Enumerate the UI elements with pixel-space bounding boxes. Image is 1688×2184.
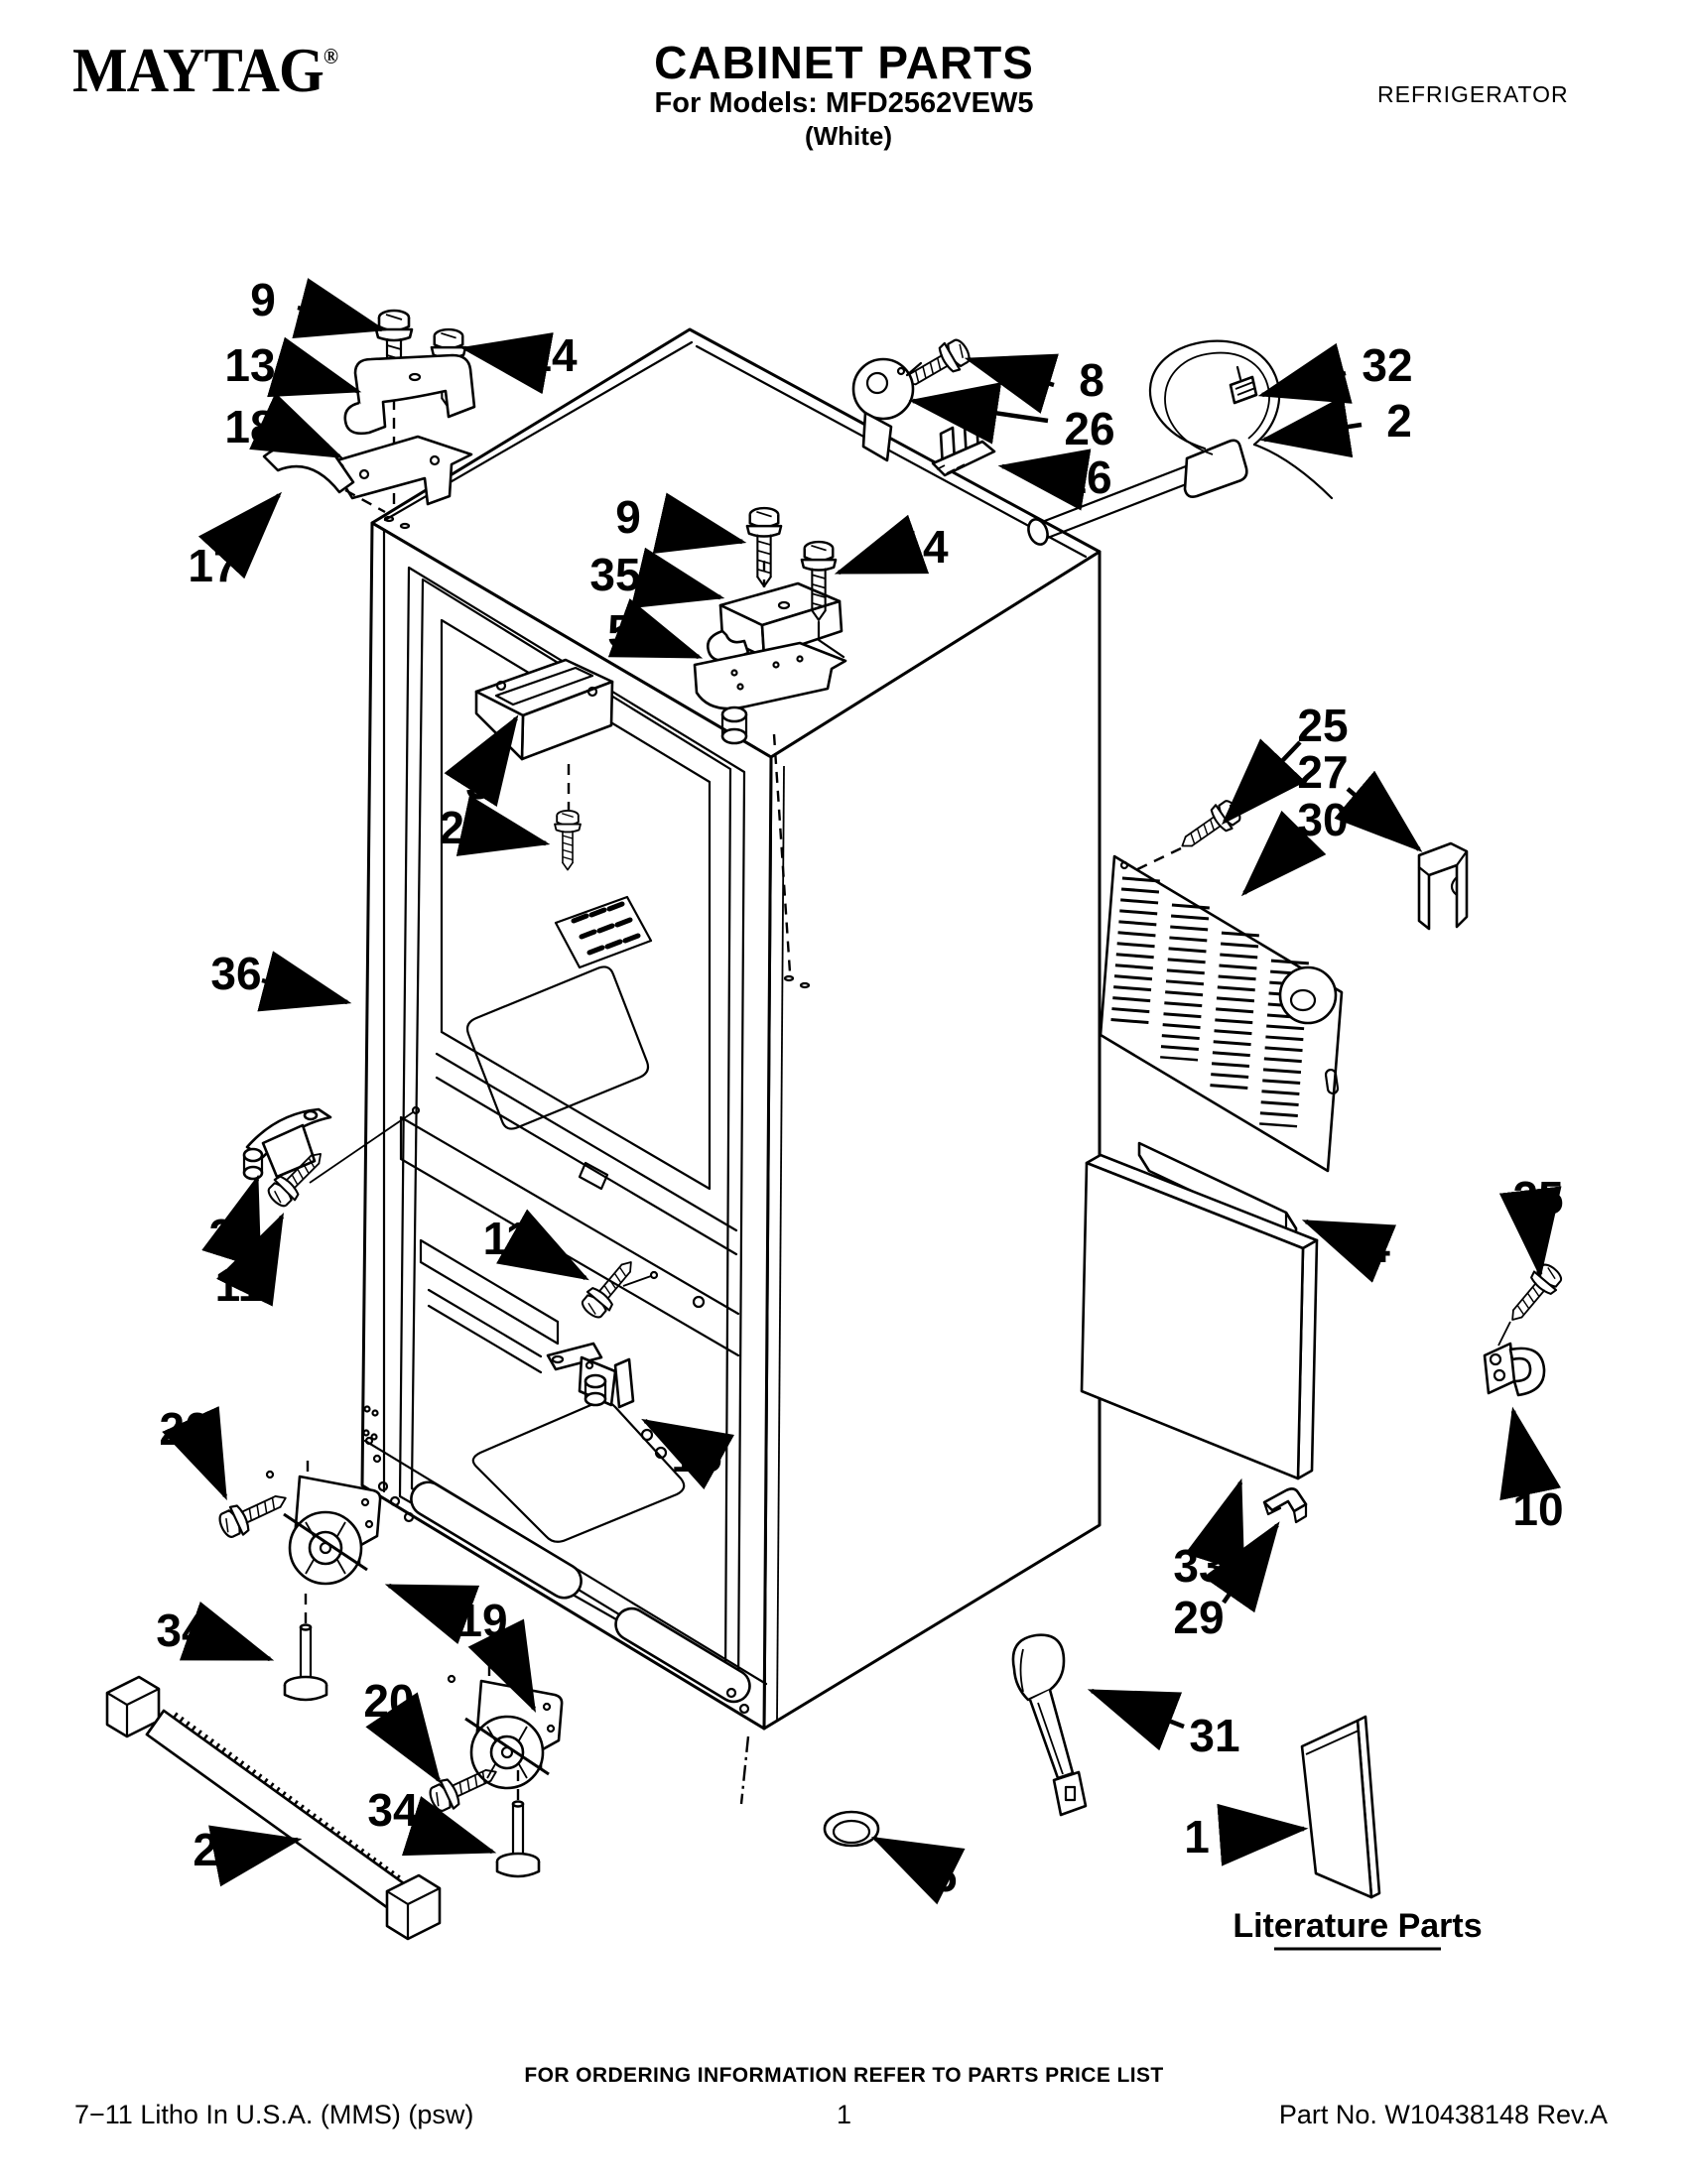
callout-arrow-31 (1092, 1691, 1184, 1727)
page-number: 1 (836, 2100, 852, 2129)
callout-arrow-6 (875, 1839, 927, 1864)
callout-label-2: 2 (1386, 395, 1412, 447)
callout-arrow-19 (389, 1586, 449, 1607)
callout-arrow-1 (1223, 1829, 1304, 1835)
finish-label: (White) (804, 121, 893, 151)
callout-label-32: 32 (1362, 339, 1413, 391)
callout-label-6: 6 (932, 1850, 958, 1901)
callout-label-8: 8 (1079, 354, 1104, 406)
part-27-clip (1419, 843, 1467, 929)
document-type: REFRIGERATOR (1377, 81, 1569, 107)
callout-label-26: 26 (1064, 403, 1115, 454)
callout-label-3: 3 (465, 757, 491, 809)
callout-label-11: 11 (482, 1213, 532, 1264)
callout-label-19: 19 (456, 1595, 508, 1646)
callout-arrow-30 (1244, 836, 1300, 893)
callout-label-24: 24 (208, 1210, 260, 1261)
callout-label-25: 25 (1512, 1172, 1564, 1223)
part-20-screw-left (215, 1484, 292, 1542)
callout-label-9: 9 (250, 274, 276, 325)
callout-arrow-36 (262, 980, 347, 1002)
corner-centerline (741, 1736, 748, 1804)
part-33-insulation-panel (1082, 1155, 1317, 1478)
callout-arrow-9 (298, 308, 382, 329)
part-18-top-hinge-bracket (326, 437, 471, 504)
callout-arrow-16 (1002, 466, 1046, 473)
callout-label-10: 10 (1512, 1483, 1564, 1535)
callout-arrow-33 (1220, 1482, 1240, 1548)
model-subtitle: For Models: MFD2562VEW5 (654, 87, 1034, 119)
callout-arrow-10 (1513, 1411, 1529, 1488)
part-25-screw (1174, 797, 1244, 858)
callout-label-25: 25 (1297, 700, 1349, 751)
callout-label-20: 20 (363, 1675, 415, 1727)
document-part-number: Part No. W10438148 Rev.A (1278, 2100, 1608, 2129)
cabinet-body (362, 329, 1100, 1804)
callout-label-22: 22 (193, 1824, 244, 1875)
callout-arrow-20 (203, 1448, 225, 1496)
callout-label-31: 31 (1189, 1710, 1240, 1761)
page-title: CABINET PARTS (654, 37, 1034, 88)
part-31-wrench-handle (1013, 1635, 1086, 1815)
part-29-clip (1264, 1488, 1306, 1522)
callout-arrow-34 (427, 1831, 492, 1852)
callout-arrow-2 (1264, 425, 1362, 440)
callout-label-1: 1 (1184, 1811, 1210, 1863)
callout-label-9: 9 (615, 491, 641, 543)
callout-label-29: 29 (1173, 1592, 1225, 1643)
callout-label-13: 13 (224, 339, 276, 391)
callout-label-14: 14 (897, 521, 949, 573)
callout-label-5: 5 (607, 605, 633, 657)
part-32-tube-coupling (1231, 367, 1257, 403)
bottom-loose-parts (825, 1635, 1483, 1949)
right-lower-parts (1082, 1143, 1566, 1522)
callout-label-4: 4 (1364, 1220, 1390, 1272)
callout-label-28: 28 (439, 802, 490, 853)
callout-label-36: 36 (210, 948, 262, 999)
callout-label-20: 20 (159, 1403, 210, 1455)
callout-label-15: 15 (671, 1430, 722, 1481)
callout-label-18: 18 (224, 401, 276, 452)
callout-label-16: 16 (1061, 451, 1112, 503)
callout-arrow-34 (213, 1639, 270, 1659)
brand-text: MAYTAG (72, 35, 324, 105)
callout-arrow-8 (969, 359, 1054, 385)
callout-label-34: 34 (156, 1605, 207, 1656)
part-6-plug-ring (825, 1812, 878, 1846)
callout-arrow-14 (464, 348, 514, 357)
callout-label-27: 27 (1297, 746, 1349, 798)
part-34-leg-left (285, 1594, 326, 1700)
top-left-hinge-parts (264, 311, 474, 528)
part-10-tube-clamp (1485, 1344, 1544, 1395)
callout-arrow-25 (1225, 742, 1300, 822)
brand-registered-mark: ® (323, 44, 338, 68)
callout-label-33: 33 (1173, 1540, 1225, 1592)
part-19-roller-right (449, 1665, 562, 1788)
part-13-hinge-cover (345, 355, 474, 434)
callout-label-11: 11 (214, 1259, 264, 1311)
callout-arrow-26 (913, 401, 1048, 421)
callout-arrow-25 (1534, 1222, 1540, 1274)
part-25-screw-2 (1501, 1260, 1566, 1329)
ordering-note: FOR ORDERING INFORMATION REFER TO PARTS PRICE LIST (524, 2064, 1164, 2087)
litho-info: 7−11 Litho In U.S.A. (MMS) (psw) (74, 2100, 474, 2129)
callout-label-30: 30 (1297, 794, 1349, 845)
part-30-grille-panel (1101, 856, 1342, 1171)
part-24-bracket (244, 1109, 330, 1179)
callout-arrow-22 (257, 1840, 298, 1848)
callout-arrow-27 (1348, 789, 1419, 849)
callout-label-35: 35 (589, 549, 641, 600)
part-1-literature-booklet (1302, 1717, 1379, 1897)
callout-arrow-29 (1224, 1525, 1277, 1603)
literature-parts-label: Literature Parts (1233, 1907, 1483, 1945)
part-16-clip (933, 420, 994, 475)
callout-arrow-20 (401, 1724, 439, 1780)
callout-label-17: 17 (188, 540, 239, 591)
callout-arrow-13 (290, 371, 357, 391)
callout-arrow-17 (233, 495, 279, 545)
callout-label-14: 14 (526, 329, 578, 381)
callout-label-34: 34 (367, 1784, 419, 1836)
